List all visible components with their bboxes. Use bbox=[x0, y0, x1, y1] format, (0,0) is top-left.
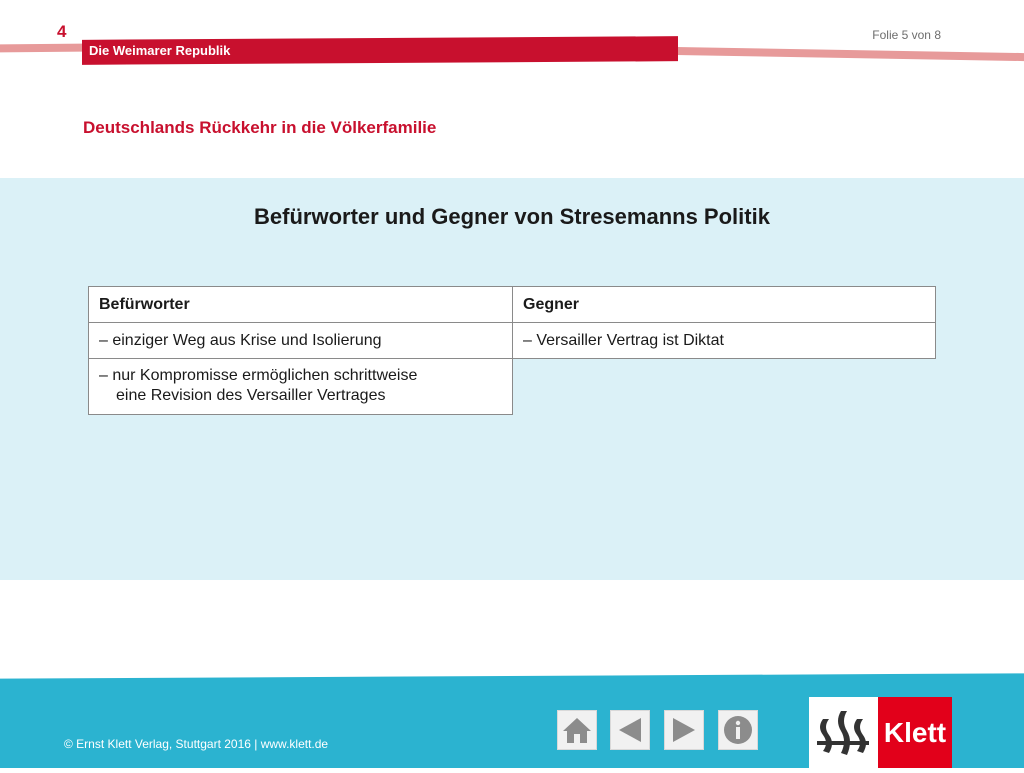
info-icon bbox=[722, 714, 754, 746]
klett-emblem-icon bbox=[809, 697, 878, 768]
header-stripe-left bbox=[0, 44, 82, 53]
table-cell bbox=[512, 322, 936, 359]
cell-text: – einziger Weg aus Krise und Isolierung bbox=[99, 331, 382, 349]
copyright-text: © Ernst Klett Verlag, Stuttgart 2016 | www.klett.de bbox=[64, 737, 329, 751]
home-icon bbox=[561, 715, 593, 745]
cell-text: – Versailler Vertrag ist Diktat bbox=[523, 331, 724, 349]
slide-counter: Folie 5 von 8 bbox=[872, 28, 941, 42]
logo-text: Klett bbox=[883, 716, 947, 748]
chapter-number: 4 bbox=[57, 22, 67, 41]
header-label: Gegner bbox=[523, 295, 580, 313]
content-heading: Befürworter und Gegner von Stresemanns Politik bbox=[254, 204, 770, 229]
cell-text: eine Revision des Versailler Vertrages bbox=[116, 387, 386, 404]
forward-button[interactable] bbox=[664, 710, 704, 750]
publisher-logo-wordmark bbox=[878, 697, 952, 768]
table-header-cell bbox=[512, 286, 936, 323]
slide-subtitle: Deutschlands Rückkehr in die Völkerfamilie bbox=[83, 118, 437, 137]
header-label: Befürworter bbox=[99, 295, 190, 313]
chapter-title: Die Weimarer Republik bbox=[89, 43, 231, 58]
table-header-cell bbox=[88, 286, 513, 323]
table-cell bbox=[88, 322, 513, 359]
header-stripe-right bbox=[676, 47, 1024, 61]
back-button[interactable] bbox=[610, 710, 650, 750]
arrow-left-icon bbox=[614, 715, 646, 745]
table-cell bbox=[88, 358, 513, 415]
info-button[interactable] bbox=[718, 710, 758, 750]
arrow-right-icon bbox=[668, 715, 700, 745]
cell-text: – nur Kompromisse ermöglichen schrittweise bbox=[99, 367, 418, 384]
home-button[interactable] bbox=[557, 710, 597, 750]
